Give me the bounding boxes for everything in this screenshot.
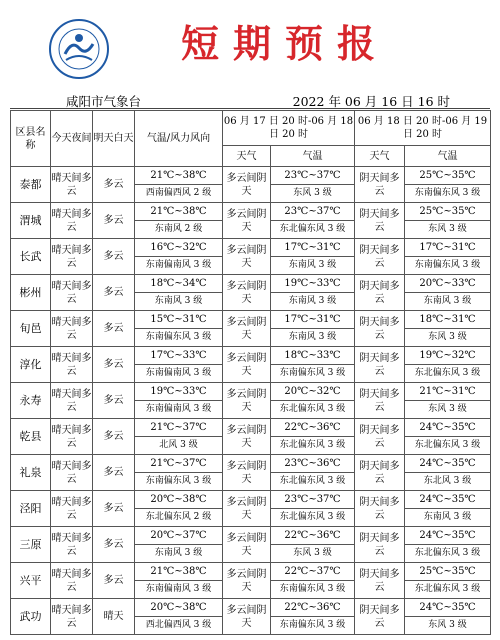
cma-weather-logo-icon <box>48 18 110 80</box>
county-name: 兴平 <box>11 563 51 599</box>
p1-wind: 东风 3 级 <box>271 185 355 203</box>
table-row <box>11 527 491 545</box>
wind: 东南偏东风 3 级 <box>135 329 223 347</box>
wind: 东南偏南风 3 级 <box>135 257 223 275</box>
temp-range: 16℃~32℃ <box>135 239 223 257</box>
station-name: 咸阳市气象台 <box>66 94 142 109</box>
p1-weather: 多云间阴天 <box>223 167 271 203</box>
county-name: 永寿 <box>11 383 51 419</box>
p2-temp: 24℃~35℃ <box>405 527 491 545</box>
p1-wind: 东北偏东风 3 级 <box>271 509 355 527</box>
tonight-weather: 晴天间多云 <box>51 239 93 275</box>
p2-weather: 阴天间多云 <box>355 563 405 599</box>
page-title: 短期预报 <box>180 21 389 66</box>
p2-temp: 25℃~35℃ <box>405 563 491 581</box>
p1-weather: 多云间阴天 <box>223 491 271 527</box>
p1-weather: 多云间阴天 <box>223 203 271 239</box>
p1-temp: 22℃~36℃ <box>271 527 355 545</box>
p2-temp: 20℃~33℃ <box>405 275 491 293</box>
table-row <box>11 203 491 221</box>
tonight-weather: 晴天间多云 <box>51 419 93 455</box>
p1-weather: 多云间阴天 <box>223 383 271 419</box>
temp-range: 21℃~38℃ <box>135 563 223 581</box>
wind: 东南偏东风 3 级 <box>135 473 223 491</box>
p2-weather: 阴天间多云 <box>355 527 405 563</box>
wind: 东南风 2 级 <box>135 221 223 239</box>
tonight-weather: 晴天间多云 <box>51 491 93 527</box>
temp-range: 17℃~33℃ <box>135 347 223 365</box>
temp-range: 19℃~33℃ <box>135 383 223 401</box>
tomorrow-weather: 多云 <box>93 203 135 239</box>
col-temp-wind: 气温/风力风向 <box>135 111 223 167</box>
tomorrow-weather: 多云 <box>93 455 135 491</box>
county-name: 泾阳 <box>11 491 51 527</box>
county-name: 淳化 <box>11 347 51 383</box>
col-period1: 06 月 17 日 20 时-06 月 18 日 20 时 <box>223 111 355 146</box>
p1-temp: 23℃~37℃ <box>271 203 355 221</box>
col-period2: 06 月 18 日 20 时-06 月 19 日 20 时 <box>355 111 491 146</box>
p1-wind: 东南偏东风 3 级 <box>271 581 355 599</box>
p1-wind: 东南风 3 级 <box>271 257 355 275</box>
p2-wind: 东风 3 级 <box>405 401 491 419</box>
temp-range: 21℃~38℃ <box>135 203 223 221</box>
p2-wind: 东风 3 级 <box>405 617 491 635</box>
county-name: 旬邑 <box>11 311 51 347</box>
county-name: 长武 <box>11 239 51 275</box>
p1-weather: 多云间阴天 <box>223 419 271 455</box>
col-county: 区县名称 <box>11 111 51 167</box>
p2-temp: 19℃~32℃ <box>405 347 491 365</box>
p2-wind: 东南偏东风 3 级 <box>405 257 491 275</box>
table-row <box>11 383 491 401</box>
p1-wind: 东南偏东风 3 级 <box>271 617 355 635</box>
p1-temp: 22℃~36℃ <box>271 599 355 617</box>
tomorrow-weather: 多云 <box>93 167 135 203</box>
p1-wind: 东北偏东风 3 级 <box>271 473 355 491</box>
p1-wind: 东南风 3 级 <box>271 329 355 347</box>
table-row <box>11 311 491 329</box>
wind: 东北偏东风 2 级 <box>135 509 223 527</box>
p1-weather: 多云间阴天 <box>223 563 271 599</box>
tonight-weather: 晴天间多云 <box>51 383 93 419</box>
tomorrow-weather: 多云 <box>93 239 135 275</box>
p2-wind: 东南偏东风 3 级 <box>405 185 491 203</box>
p2-weather: 阴天间多云 <box>355 239 405 275</box>
p2-weather: 阴天间多云 <box>355 455 405 491</box>
p2-wind: 东北偏东风 3 级 <box>405 545 491 563</box>
tonight-weather: 晴天间多云 <box>51 599 93 635</box>
col-p1-weather: 天气 <box>223 146 271 167</box>
p1-temp: 23℃~36℃ <box>271 455 355 473</box>
col-tomorrow: 明天白天 <box>93 111 135 167</box>
county-name: 三原 <box>11 527 51 563</box>
table-row <box>11 347 491 365</box>
wind: 东南偏南风 3 级 <box>135 365 223 383</box>
p2-wind: 东风 3 级 <box>405 329 491 347</box>
county-name: 武功 <box>11 599 51 635</box>
wind: 东南偏南风 3 级 <box>135 401 223 419</box>
p2-temp: 24℃~35℃ <box>405 491 491 509</box>
tomorrow-weather: 多云 <box>93 419 135 455</box>
temp-range: 21℃~38℃ <box>135 167 223 185</box>
p2-weather: 阴天间多云 <box>355 491 405 527</box>
county-name: 泰都 <box>11 167 51 203</box>
tomorrow-weather: 多云 <box>93 347 135 383</box>
p1-wind: 东风 3 级 <box>271 545 355 563</box>
wind: 东南风 3 级 <box>135 293 223 311</box>
county-name: 渭城 <box>11 203 51 239</box>
p1-weather: 多云间阴天 <box>223 455 271 491</box>
p2-wind: 东北偏东风 3 级 <box>405 365 491 383</box>
p2-temp: 24℃~35℃ <box>405 599 491 617</box>
table-row <box>11 239 491 257</box>
tonight-weather: 晴天间多云 <box>51 527 93 563</box>
p2-temp: 24℃~35℃ <box>405 455 491 473</box>
p1-temp: 22℃~37℃ <box>271 563 355 581</box>
p1-temp: 17℃~31℃ <box>271 311 355 329</box>
tonight-weather: 晴天间多云 <box>51 203 93 239</box>
p2-wind: 东北偏东风 3 级 <box>405 581 491 599</box>
p1-temp: 19℃~33℃ <box>271 275 355 293</box>
p1-wind: 东北偏东风 3 级 <box>271 221 355 239</box>
p2-weather: 阴天间多云 <box>355 167 405 203</box>
p2-weather: 阴天间多云 <box>355 311 405 347</box>
tomorrow-weather: 多云 <box>93 563 135 599</box>
forecast-table <box>10 110 491 635</box>
p2-weather: 阴天间多云 <box>355 419 405 455</box>
tomorrow-weather: 多云 <box>93 311 135 347</box>
temp-range: 18℃~34℃ <box>135 275 223 293</box>
p2-temp: 25℃~35℃ <box>405 203 491 221</box>
table-row <box>11 563 491 581</box>
p1-temp: 20℃~32℃ <box>271 383 355 401</box>
temp-range: 15℃~31℃ <box>135 311 223 329</box>
temp-range: 21℃~37℃ <box>135 419 223 437</box>
tonight-weather: 晴天间多云 <box>51 455 93 491</box>
tomorrow-weather: 多云 <box>93 383 135 419</box>
p2-wind: 东南风 3 级 <box>405 293 491 311</box>
table-row <box>11 275 491 293</box>
p2-temp: 17℃~31℃ <box>405 239 491 257</box>
p1-wind: 东北偏东风 3 级 <box>271 401 355 419</box>
table-row <box>11 491 491 509</box>
p2-weather: 阴天间多云 <box>355 383 405 419</box>
temp-range: 20℃~38℃ <box>135 599 223 617</box>
p1-weather: 多云间阴天 <box>223 239 271 275</box>
p2-wind: 东风 3 级 <box>405 221 491 239</box>
temp-range: 20℃~38℃ <box>135 491 223 509</box>
header-divider <box>10 108 490 109</box>
p2-wind: 东北风 3 级 <box>405 473 491 491</box>
p2-temp: 25℃~35℃ <box>405 167 491 185</box>
p2-weather: 阴天间多云 <box>355 347 405 383</box>
p1-wind: 东北偏东风 3 级 <box>271 437 355 455</box>
wind: 东南偏南风 3 级 <box>135 581 223 599</box>
p2-temp: 21℃~31℃ <box>405 383 491 401</box>
p2-wind: 东南风 3 级 <box>405 509 491 527</box>
col-p2-temp: 气温 <box>405 146 491 167</box>
tomorrow-weather: 晴天 <box>93 599 135 635</box>
col-p1-temp: 气温 <box>271 146 355 167</box>
p1-temp: 17℃~31℃ <box>271 239 355 257</box>
tonight-weather: 晴天间多云 <box>51 275 93 311</box>
wind: 北风 3 级 <box>135 437 223 455</box>
p1-weather: 多云间阴天 <box>223 527 271 563</box>
temp-range: 21℃~37℃ <box>135 455 223 473</box>
tomorrow-weather: 多云 <box>93 491 135 527</box>
p1-temp: 22℃~36℃ <box>271 419 355 437</box>
tonight-weather: 晴天间多云 <box>51 311 93 347</box>
table-row <box>11 419 491 437</box>
p2-wind: 东北偏东风 3 级 <box>405 437 491 455</box>
county-name: 乾县 <box>11 419 51 455</box>
p1-temp: 23℃~37℃ <box>271 491 355 509</box>
tonight-weather: 晴天间多云 <box>51 167 93 203</box>
p2-weather: 阴天间多云 <box>355 275 405 311</box>
table-row <box>11 455 491 473</box>
county-name: 彬州 <box>11 275 51 311</box>
col-tonight: 今天夜间 <box>51 111 93 167</box>
wind: 东南风 3 级 <box>135 545 223 563</box>
p2-weather: 阴天间多云 <box>355 203 405 239</box>
col-p2-weather: 天气 <box>355 146 405 167</box>
wind: 西南偏西风 2 级 <box>135 185 223 203</box>
temp-range: 20℃~37℃ <box>135 527 223 545</box>
p1-wind: 东南风 3 级 <box>271 293 355 311</box>
tonight-weather: 晴天间多云 <box>51 347 93 383</box>
p2-temp: 18℃~31℃ <box>405 311 491 329</box>
tonight-weather: 晴天间多云 <box>51 563 93 599</box>
issue-time: 2022 年 06 月 16 日 16 时 <box>292 94 450 109</box>
p2-temp: 24℃~35℃ <box>405 419 491 437</box>
p1-weather: 多云间阴天 <box>223 599 271 635</box>
tomorrow-weather: 多云 <box>93 527 135 563</box>
p1-temp: 18℃~33℃ <box>271 347 355 365</box>
wind: 西北偏西风 3 级 <box>135 617 223 635</box>
county-name: 礼泉 <box>11 455 51 491</box>
p1-weather: 多云间阴天 <box>223 347 271 383</box>
p1-weather: 多云间阴天 <box>223 275 271 311</box>
tomorrow-weather: 多云 <box>93 275 135 311</box>
p1-wind: 东南偏东风 3 级 <box>271 365 355 383</box>
p1-weather: 多云间阴天 <box>223 311 271 347</box>
p2-weather: 阴天间多云 <box>355 599 405 635</box>
table-row <box>11 599 491 617</box>
table-row <box>11 167 491 185</box>
p1-temp: 23℃~37℃ <box>271 167 355 185</box>
